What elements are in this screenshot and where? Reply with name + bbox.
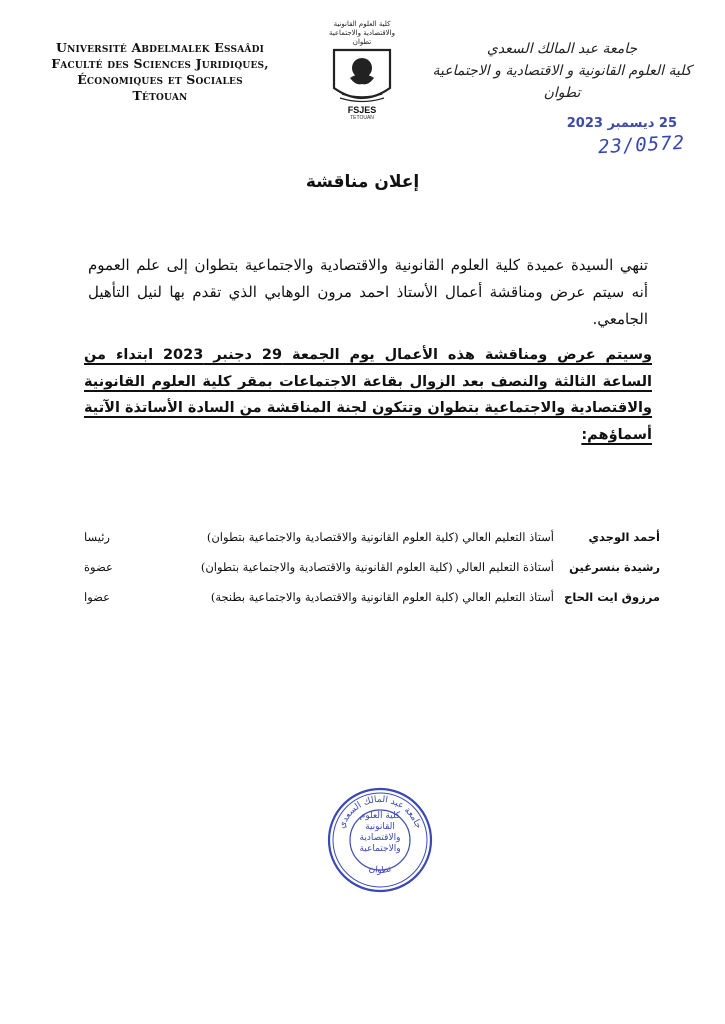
university-name-fr [40, 40, 280, 104]
jury-member-name: أحمد الوجدي [588, 530, 660, 544]
date-stamp: 25 ديسمبر 2023 [566, 116, 677, 131]
official-seal [325, 785, 435, 895]
jury-member-title: أستاذ التعليم العالي (كلية العلوم القانونية والاقتصادية والاجتماعية بتطوان) [206, 530, 554, 544]
ar-line-faculty: كلية العلوم القانونية و الاقتصادية و الاجتماعية [432, 63, 692, 79]
logo-script-text: كلية العلوم القانونية والاقتصادية والاجتماعية تطوان [328, 20, 395, 46]
logo-emblem-icon [328, 48, 396, 106]
university-name-ar [427, 38, 697, 104]
intro-paragraph: تنهي السيدة عميدة كلية العلوم القانونية والاقتصادية والاجتماعية بتطوان إلى علم العموم أنه سيتم عرض ومناقشة أعمال الأستاذ احمد مرون الوهابي الذي تقدم بها لنيل التأهيل الجامعي. [88, 256, 648, 328]
ar-line-university: جامعة عبد المالك السعدي [486, 41, 638, 57]
jury-row [84, 560, 660, 590]
logo-city: TETOUAN [350, 115, 374, 121]
reference-number: 23/0572 [597, 131, 686, 159]
fr-line-faculty: Faculté des Sciences Juridiques, [51, 56, 269, 71]
faculty-logo [322, 20, 402, 128]
jury-member-name: مرزوق ايت الحاج [564, 590, 660, 604]
jury-member-role: عضوا [84, 590, 110, 604]
announcement-text: وسيتم عرض ومناقشة هذه الأعمال يوم الجمعة 29 دجنبر 2023 ابتداء من الساعة الثالثة والنصف بعد الزوال بقاعة الاجتماعات بمقر كلية العلوم القانونية والاقتصادية والاجتماعية بتطوان وتتكون لجنة المناقشة من السادة الأساتذة الآتية أسماؤهم: [84, 347, 652, 443]
jury-row [84, 530, 660, 560]
seal-ring-top-text: جامعة عبد المالك السعدي [337, 794, 423, 831]
seal-inner-text: كلية العلوم القانونية والاقتصادية والاجتماعية [359, 811, 401, 854]
jury-list [84, 530, 660, 620]
jury-member-name: رشيدة بنسرغين [569, 560, 660, 574]
fr-line-faculty-2: Économiques et Sociales [77, 72, 243, 87]
fr-line-city: Tétouan [132, 88, 188, 103]
ar-line-city: تطوان [543, 85, 581, 101]
jury-member-title: أستاذة التعليم العالي (كلية العلوم القانونية والاقتصادية والاجتماعية بتطوان) [200, 560, 554, 574]
jury-member-title: أستاذ التعليم العالي (كلية العلوم القانونية والاقتصادية والاجتماعية بطنجة) [210, 590, 554, 604]
jury-member-role: عضوة [84, 560, 113, 574]
svg-text:تطوان [368, 864, 393, 876]
seal-ring-bottom-text: تطوان [367, 864, 393, 876]
page-title: إعلان مناقشة [305, 172, 420, 192]
announcement-paragraph [84, 342, 652, 448]
jury-member-role: رئيسا [84, 530, 110, 544]
logo-acronym: FSJES [347, 105, 377, 115]
fr-line-university: Université Abdelmalek Essaâdi [56, 40, 264, 55]
jury-row [84, 590, 660, 620]
